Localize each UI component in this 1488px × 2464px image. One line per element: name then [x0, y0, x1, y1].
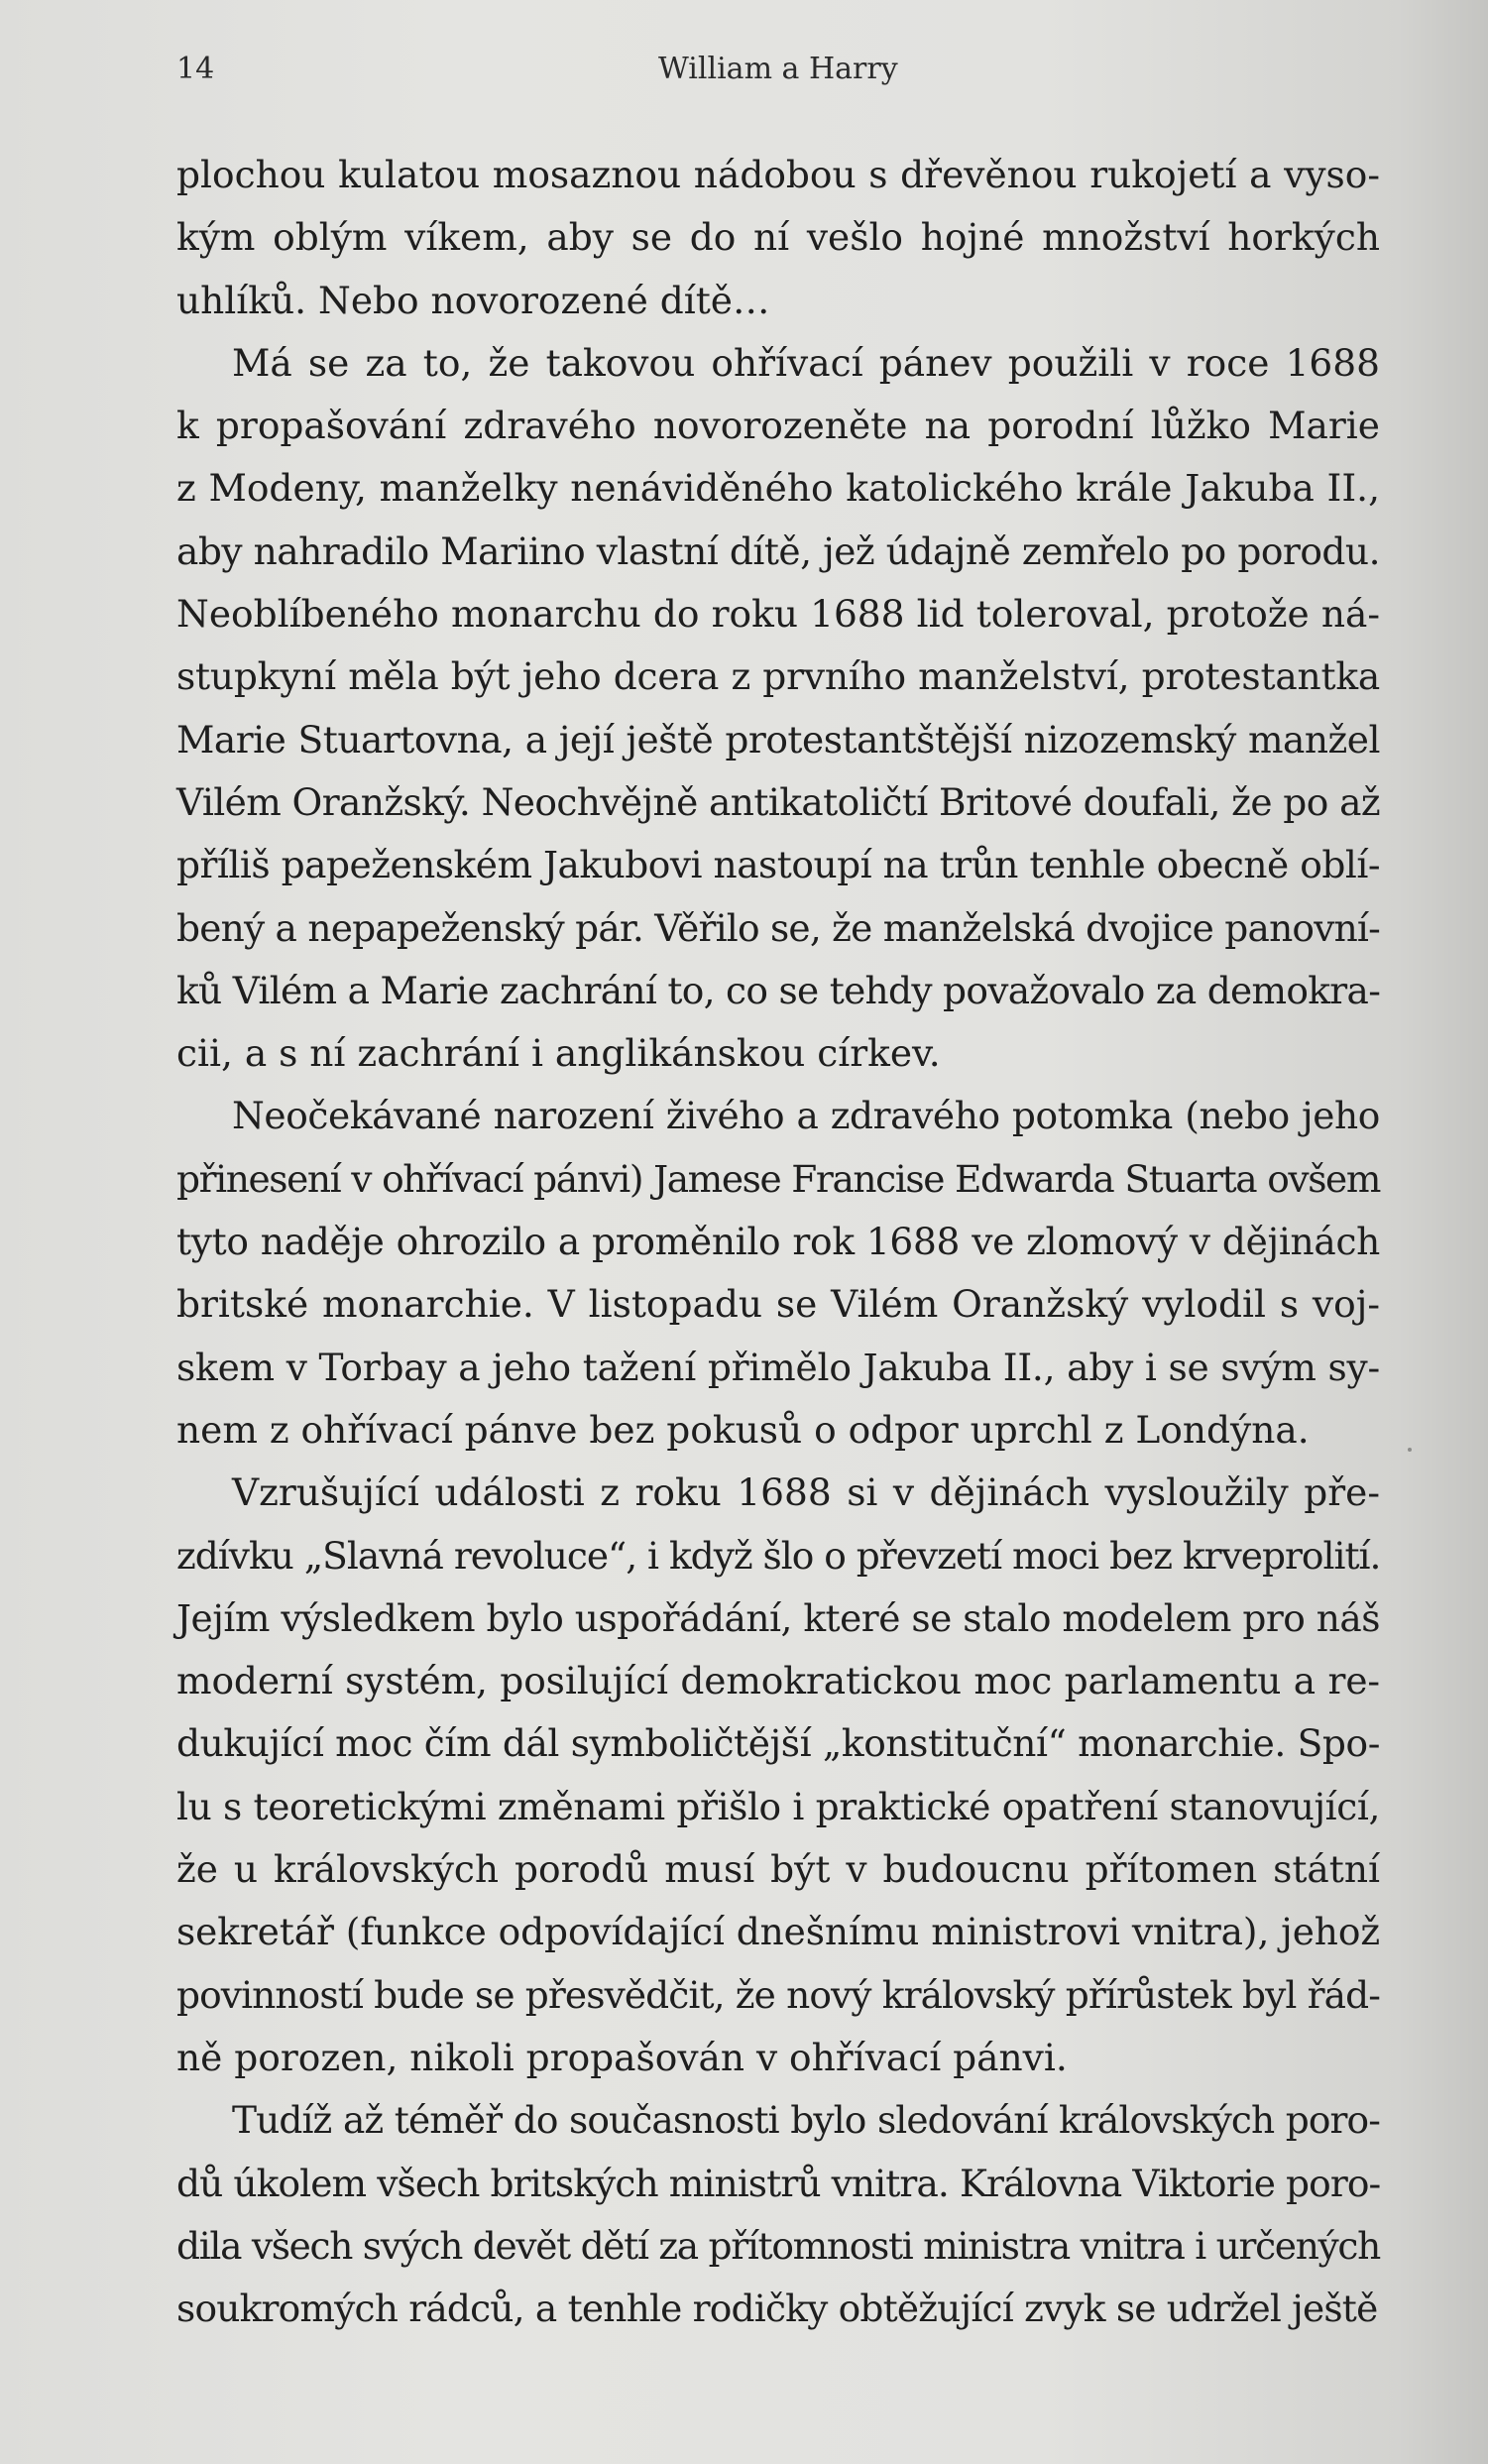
text-line: Tudíž až téměř do současnosti bylo sledování královských poro-: [232, 2098, 1380, 2143]
text-line: moderní systém, posilující demokratickou moc parlamentu a re-: [176, 1659, 1380, 1703]
text-line: cii, a s ní zachrání i anglikánskou církev.: [176, 1031, 941, 1076]
text-line: sekretář (funkce odpovídající dnešnímu ministrovi vnitra), jehož: [176, 1910, 1380, 1954]
text-line: nem z ohřívací pánve bez pokusů o odpor uprchl z Londýna.: [176, 1407, 1310, 1452]
text-line: povinností bude se přesvědčit, že nový královský přírůstek byl řád-: [176, 1972, 1380, 2017]
paragraph: [176, 2089, 1380, 2340]
running-head: William a Harry: [658, 52, 898, 86]
text-line: zdívku „Slavná revoluce“, i když šlo o převzetí moci bez krveprolití.: [176, 1533, 1381, 1578]
body-text: [176, 144, 1380, 2340]
text-line: příliš papeženském Jakubovi nastoupí na trůn tenhle obecně oblí-: [176, 843, 1380, 887]
text-line: dů úkolem všech britských ministrů vnitra. Královna Viktorie poro-: [176, 2161, 1381, 2205]
text-line: tyto naděje ohrozilo a proměnilo rok 1688 ve zlomový v dějinách: [176, 1220, 1380, 1264]
text-line: bený a nepapeženský pár. Věřilo se, že manželská dvojice panovní-: [176, 905, 1380, 950]
text-line: přinesení v ohřívací pánvi) Jamese Francise Edwarda Stuarta ovšem: [176, 1156, 1380, 1201]
text-line: dukující moc čím dál symboličtější „konstituční“ monarchie. Spo-: [176, 1721, 1380, 1766]
text-line: skem v Torbay a jeho tažení přimělo Jakuba II., aby i se svým sy-: [176, 1345, 1380, 1389]
text-line: Neoblíbeného monarchu do roku 1688 lid toleroval, protože ná-: [176, 592, 1380, 637]
text-line: Marie Stuartovna, a její ještě protestantštější nizozemský manžel: [176, 717, 1380, 762]
text-line: ků Vilém a Marie zachrání to, co se tehdy považovalo za demokra-: [176, 968, 1381, 1012]
paragraph: [176, 1462, 1380, 2089]
paper-speck: [1408, 1448, 1412, 1452]
text-line: plochou kulatou mosaznou nádobou s dřevěnou rukojetí a vyso-: [176, 153, 1380, 196]
text-line: lu s teoretickými změnami přišlo i praktické opatření stanovující,: [176, 1784, 1380, 1828]
paragraph: [176, 1085, 1380, 1462]
text-line: Vilém Oranžský. Neochvějně antikatoličtí Britové doufali, že po až: [176, 779, 1380, 824]
page-header: [0, 52, 1488, 101]
text-line: britské monarchie. V listopadu se Vilém Oranžský vylodil s voj-: [176, 1282, 1380, 1327]
paragraph: [176, 144, 1380, 332]
text-line: že u královských porodů musí být v budoucnu přítomen státní: [176, 1847, 1380, 1892]
text-line: Vzrušující události z roku 1688 si v dějinách vysloužily pře-: [232, 1470, 1380, 1515]
text-line: Jejím výsledkem bylo uspořádání, které se stalo modelem pro náš: [176, 1595, 1381, 1640]
text-line: uhlíků. Nebo novorozené dítě…: [176, 278, 770, 322]
text-line: soukromých rádců, a tenhle rodičky obtěžující zvyk se udržel ještě: [176, 2287, 1378, 2331]
text-line: z Modeny, manželky nenáviděného katolického krále Jakuba II.,: [176, 466, 1380, 511]
text-line: ně porozen, nikoli propašován v ohřívací pánvi.: [176, 2035, 1068, 2079]
paragraph: [176, 332, 1380, 1086]
text-line: aby nahradilo Mariino vlastní dítě, jež údajně zemřelo po porodu.: [176, 528, 1380, 573]
page-number: 14: [176, 52, 215, 86]
text-line: stupkyní měla být jeho dcera z prvního manželství, protestantka: [176, 654, 1380, 699]
text-line: k propašování zdravého novorozeněte na porodní lůžko Marie: [176, 404, 1380, 448]
text-line: dila všech svých devět dětí za přítomnosti ministra vnitra i určených: [176, 2223, 1380, 2268]
text-line: Neočekávané narození živého a zdravého potomka (nebo jeho: [232, 1094, 1380, 1138]
text-line: kým oblým víkem, aby se do ní vešlo hojné množství horkých: [176, 215, 1380, 260]
text-line: Má se za to, že takovou ohřívací pánev použili v roce 1688: [232, 340, 1380, 385]
